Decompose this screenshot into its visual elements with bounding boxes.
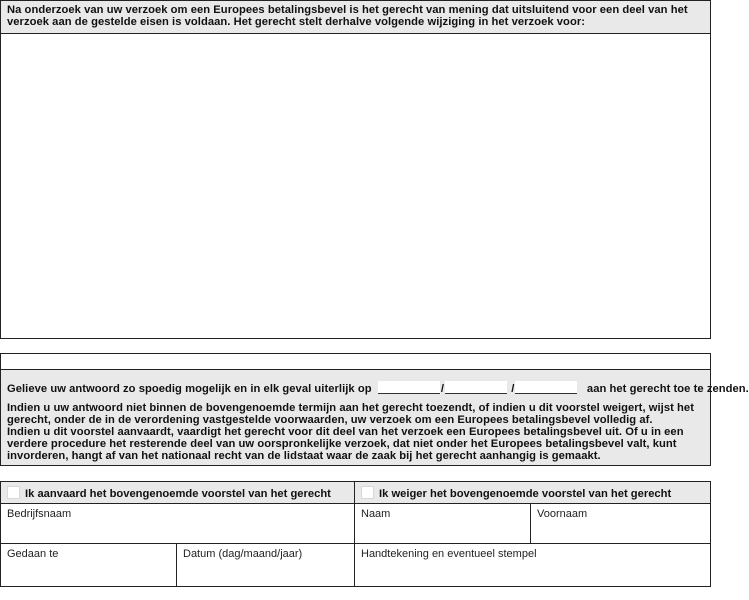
deadline-day-field[interactable] xyxy=(378,381,440,394)
deadline-text-after: aan het gerecht toe te zenden. xyxy=(586,383,749,395)
first-name-field[interactable] xyxy=(530,503,711,544)
accept-checkbox[interactable] xyxy=(7,486,20,499)
place-label: Gedaan te xyxy=(7,548,59,560)
deadline-month-field[interactable] xyxy=(445,381,507,394)
signature-label: Handtekening en eventueel stempel xyxy=(361,548,537,560)
deadline-text-before: Gelieve uw antwoord zo spoedig mogelijk en in elk geval uiterlijk op xyxy=(7,383,372,395)
place-field[interactable] xyxy=(0,543,177,587)
deadline-year-field[interactable] xyxy=(515,381,577,394)
deadline-line xyxy=(7,381,749,395)
notice-text xyxy=(7,402,704,462)
signature-field[interactable] xyxy=(354,543,711,587)
refuse-checkbox[interactable] xyxy=(361,486,374,499)
notice-paragraph-2: Indien u dit voorstel aanvaardt, vaardigt het gerecht voor dit deel van het verzoek een Europees betalingsbevel uit. Of u in een verdere procedure het resterende deel van uw oorspronkelijke verzoek, dat niet onder het Europees betalingsbevel valt, kunt invorderen, hangt af van het nationaal recht van de lidstaat waar de zaak bij het gerecht aanhangig is gemaakt. xyxy=(7,426,684,462)
notice-paragraph-1: Indien u uw antwoord niet binnen de bovengenoemde termijn aan het gerecht toezendt, of indien u dit voorstel weigert, wijst het gerecht, onder de in de verordening vastgestelde voorwaarden, uw verzoek om een Europees betalingsbevel volledig af. xyxy=(7,402,694,426)
refuse-option[interactable] xyxy=(354,481,711,504)
date-label: Datum (dag/maand/jaar) xyxy=(183,548,303,560)
name-label: Naam xyxy=(361,508,391,520)
date-separator: / xyxy=(440,383,445,395)
company-name-field[interactable] xyxy=(0,503,355,544)
proposal-header-text: Na onderzoek van uw verzoek om een Europees betalingsbevel is het gerecht van mening dat uitsluitend voor een deel van het verzoek aan de gestelde eisen is voldaan. Het gerecht stelt derhalve volgende wijziging in het verzoek voor: xyxy=(7,4,688,28)
company-name-label: Bedrijfsnaam xyxy=(7,508,72,520)
deadline-section xyxy=(0,369,749,466)
accept-label: Ik aanvaard het bovengenoemde voorstel van het gerecht xyxy=(25,488,331,500)
proposal-text-area[interactable] xyxy=(0,33,711,339)
deadline-section-top-bar xyxy=(0,353,711,370)
refuse-label: Ik weiger het bovengenoemde voorstel van het gerecht xyxy=(379,488,672,500)
first-name-label: Voornaam xyxy=(537,508,588,520)
name-field[interactable] xyxy=(354,503,531,544)
proposal-header xyxy=(0,0,711,34)
accept-option[interactable] xyxy=(0,481,355,504)
date-field[interactable] xyxy=(176,543,355,587)
date-separator: / xyxy=(511,383,515,395)
